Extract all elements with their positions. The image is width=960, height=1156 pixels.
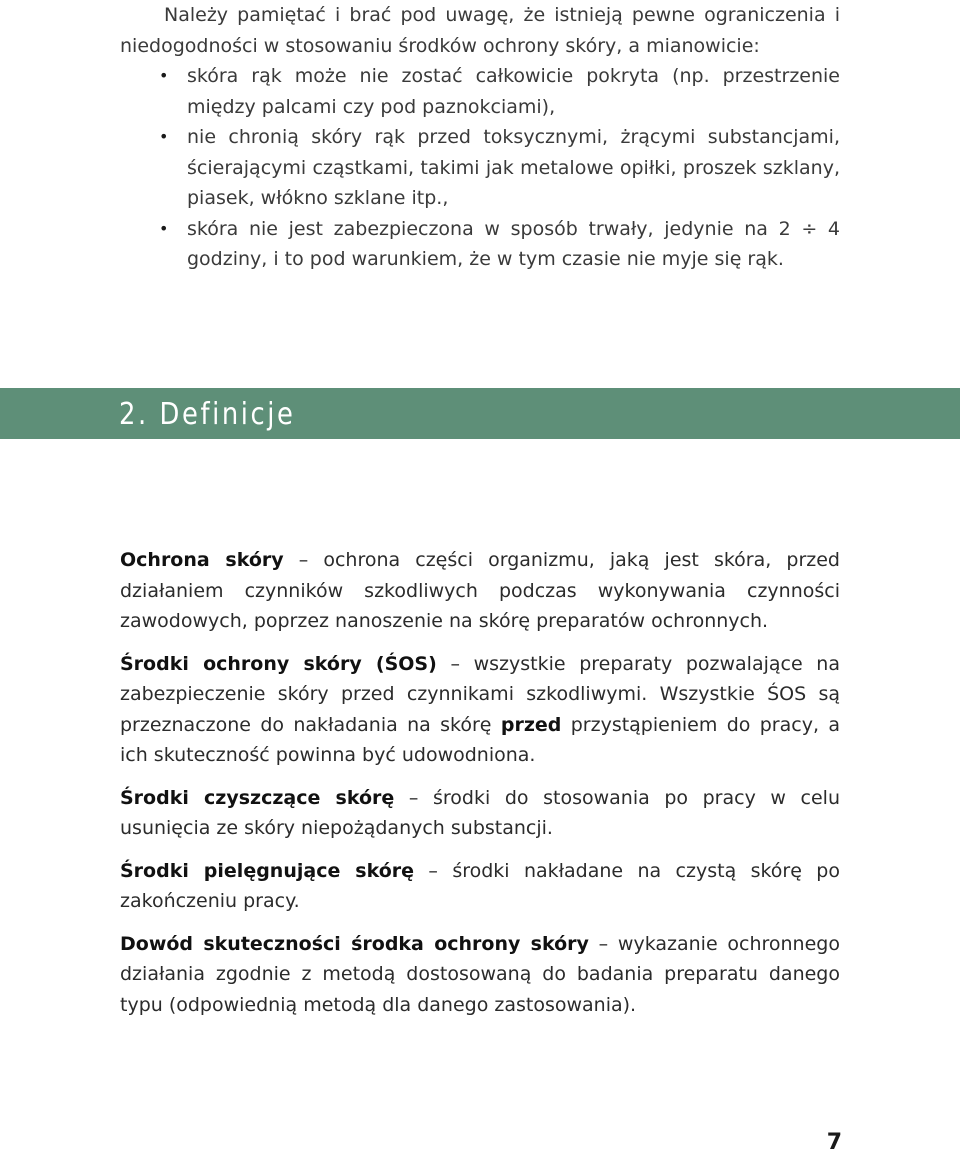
list-item-text: nie chronią skóry rąk przed toksycznymi, żrącymi substancjami, ścierającymi cząstkami, takimi jak metalowe opiłki, proszek szklany, piasek, włókno szklane itp., <box>187 126 840 209</box>
definition-emphasis: przed <box>500 713 562 736</box>
bullet-icon: • <box>159 66 169 85</box>
definition-text: wszystkie preparaty pozwalające na zabezpieczenie skóry przed czynnikami szkodliwymi. Wszystkie ŚOS są przeznaczone do nakładania na skórę <box>120 652 840 736</box>
definition-dash: – <box>588 932 618 955</box>
list-item-text: skóra nie jest zabezpieczona w sposób trwały, jedynie na 2 ÷ 4 godziny, i to pod warunkiem, że w tym czasie nie myje się rąk. <box>187 217 840 270</box>
definition-srodki-pielegnujace <box>120 856 840 917</box>
list-item <box>120 61 840 122</box>
section-header-band <box>0 388 960 439</box>
list-item <box>120 214 840 275</box>
definition-term: Środki pielęgnujące skórę <box>120 859 415 882</box>
intro-lead: Należy pamiętać i brać pod uwagę, że istnieją pewne ograniczenia i niedogodności w stosowaniu środków ochrony skóry, a mianowicie: <box>120 4 840 57</box>
page-number: 7 <box>826 1130 842 1155</box>
list-item-text: skóra rąk może nie zostać całkowicie pokryta (np. przestrzenie między palcami czy pod paznokciami), <box>187 65 840 118</box>
definition-ochrona-skory <box>120 545 840 637</box>
definition-srodki-ochrony-skory <box>120 649 840 771</box>
definition-text: wykazanie ochronnego działania zgodnie z metodą dostosowaną do badania preparatu danego typu (odpowiednią metodą dla danego zastosowania). <box>120 932 840 1016</box>
intro-section <box>120 0 840 275</box>
bullet-icon: • <box>159 127 169 146</box>
section-title: 2. Definicje <box>119 397 296 432</box>
definition-term: Dowód skuteczności środka ochrony skóry <box>120 932 589 955</box>
definition-dash: – <box>436 652 474 675</box>
definition-term: Środki czyszczące skórę <box>120 786 395 809</box>
definitions-section <box>120 545 840 1032</box>
definition-term: Środki ochrony skóry (ŚOS) <box>120 652 437 675</box>
definition-dash: – <box>414 859 453 882</box>
list-item <box>120 122 840 214</box>
definition-dowod-skutecznosci <box>120 929 840 1021</box>
definition-text: przystąpieniem do pracy, a ich skuteczność powinna być udowodniona. <box>120 713 840 766</box>
definition-srodki-czyszczace <box>120 783 840 844</box>
definition-text: środki do stosowania po pracy w celu usunięcia ze skóry niepożądanych substancji. <box>120 786 840 839</box>
bullet-icon: • <box>159 218 169 238</box>
definition-term: Ochrona skóry <box>120 549 284 571</box>
definition-dash: – <box>283 549 324 571</box>
definition-dash: – <box>394 786 433 809</box>
limitations-list <box>120 61 840 275</box>
definition-text: środki nakładane na czystą skórę po zakończeniu pracy. <box>120 859 840 912</box>
definition-text: ochrona części organizmu, jaką jest skóra, przed działaniem czynników szkodliwych podczas wykonywania czynności zawodowych, poprzez nanoszenie na skórę preparatów ochronnych. <box>120 549 840 632</box>
